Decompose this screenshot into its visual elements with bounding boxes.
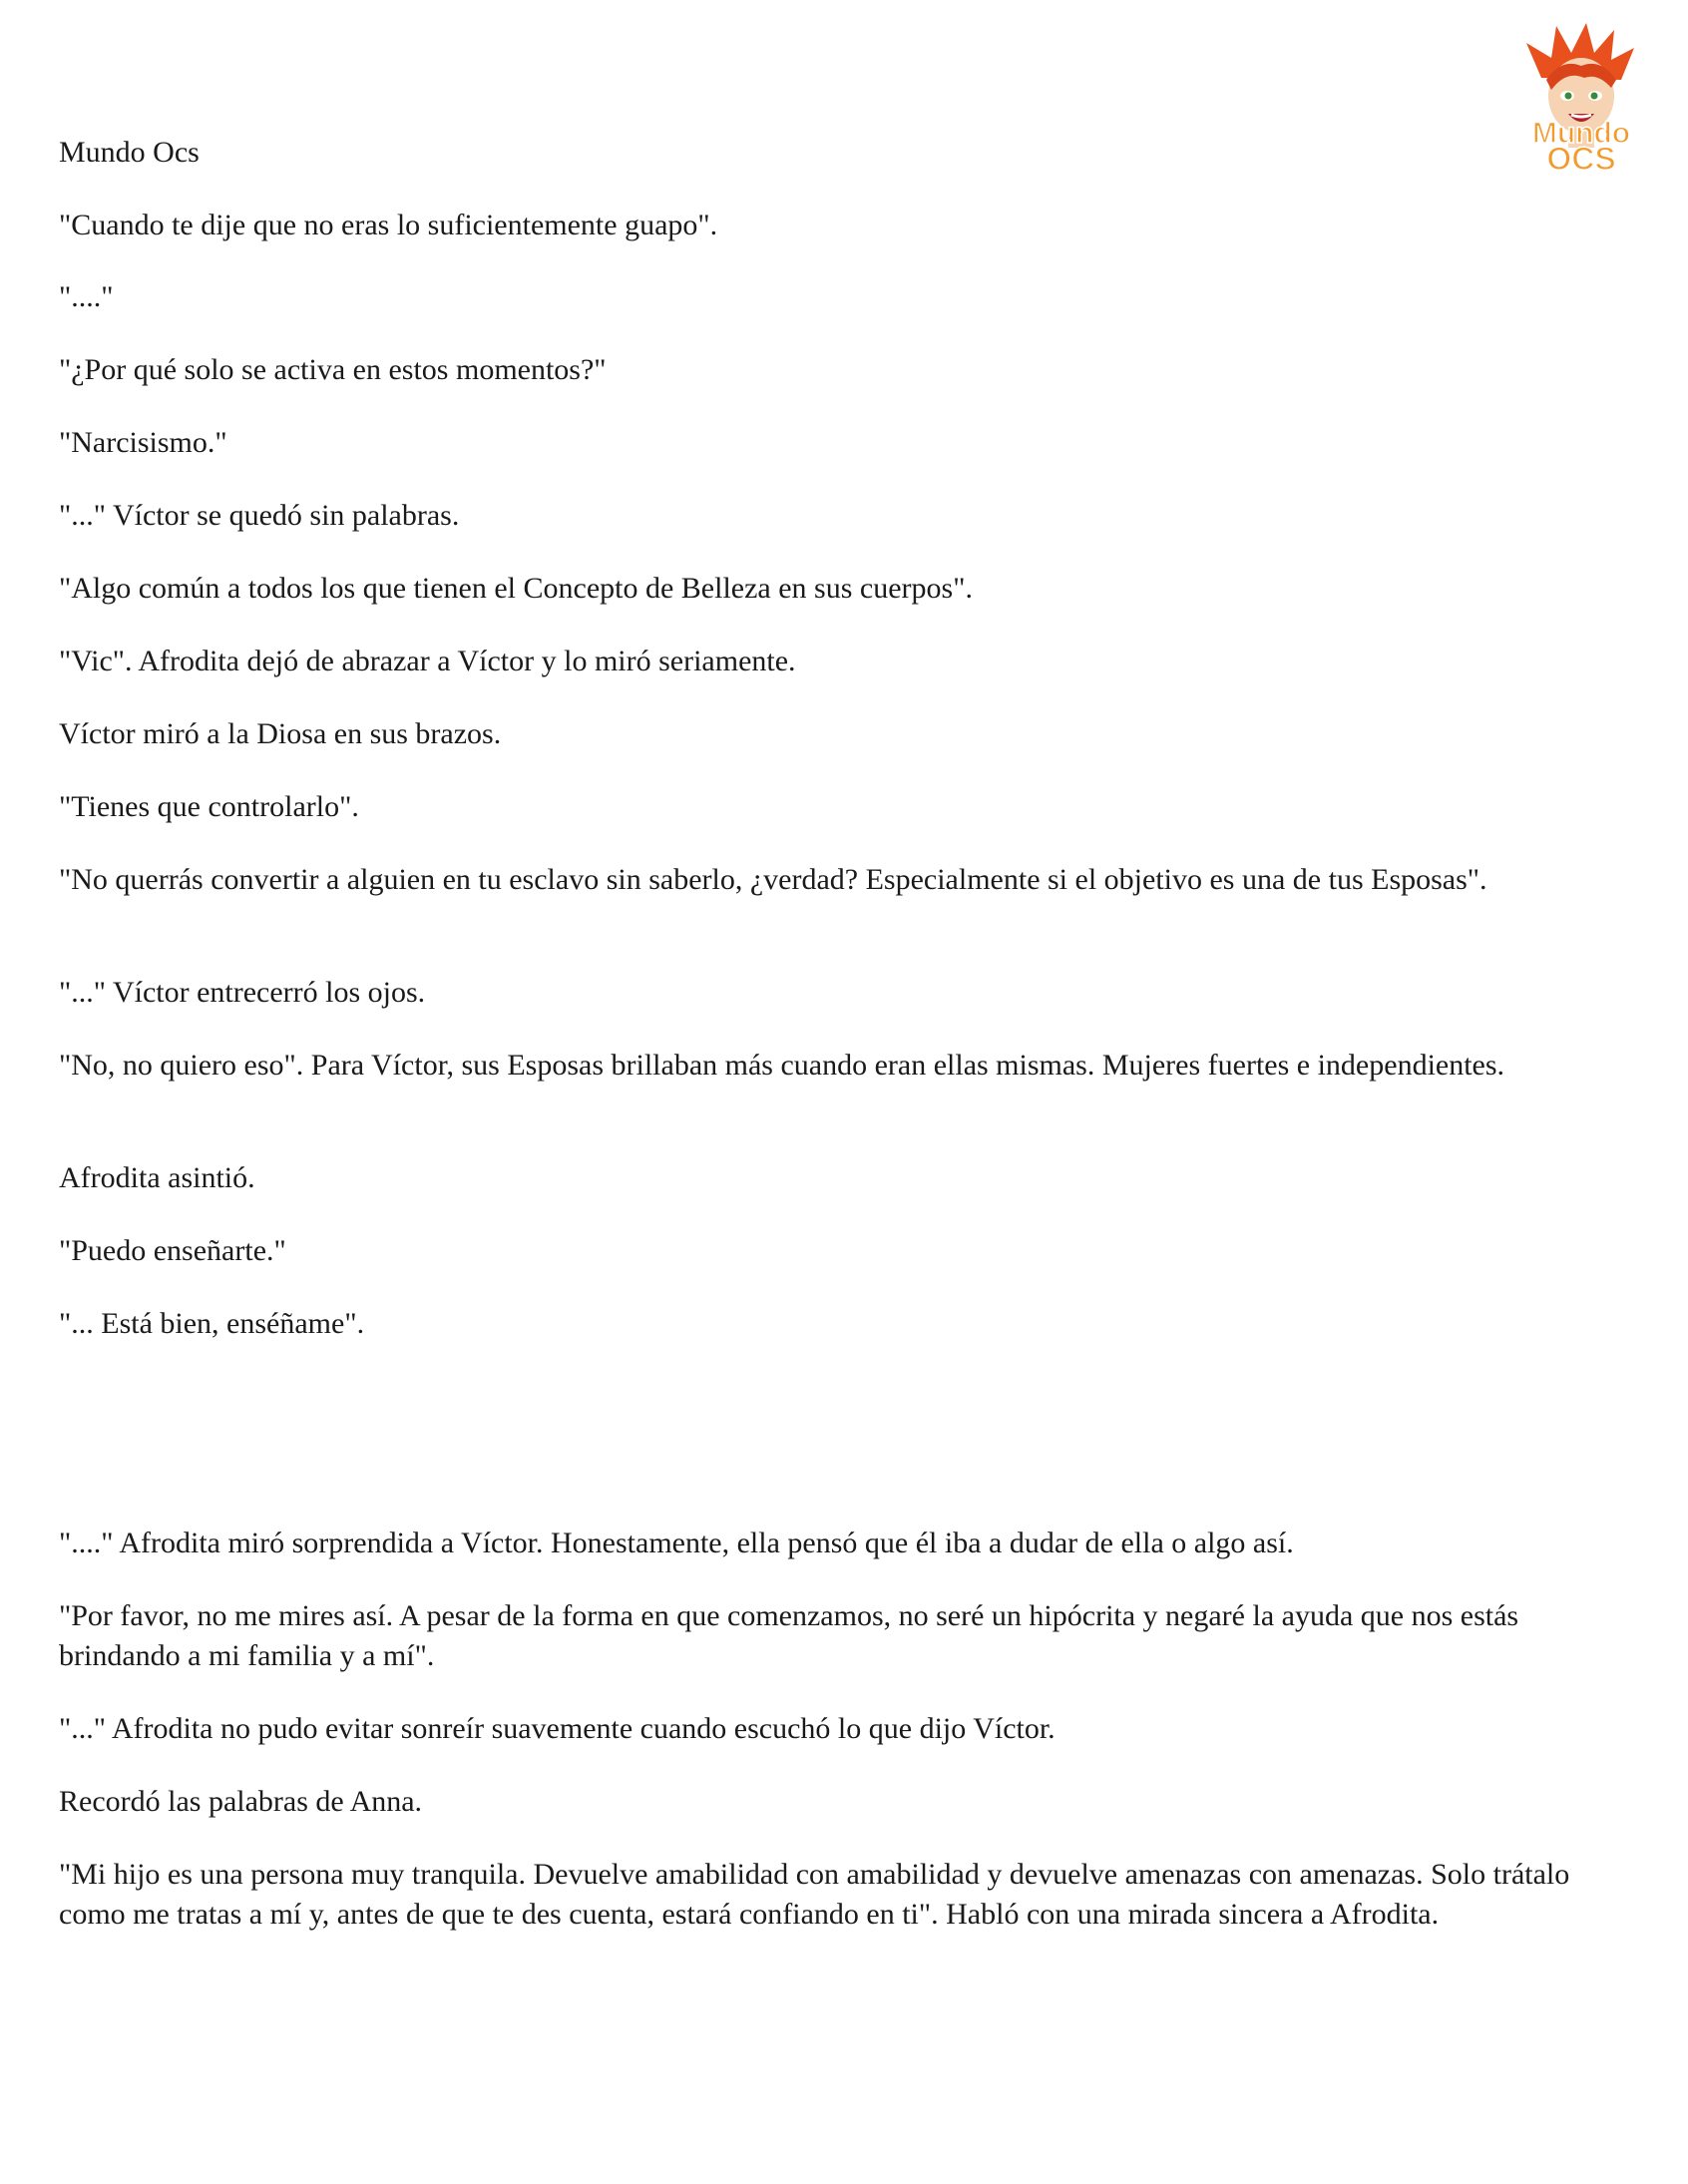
paragraph: "..." Víctor entrecerró los ojos. [59, 976, 426, 1009]
paragraph: "¿Por qué solo se activa en estos momentos?" [59, 353, 607, 386]
paragraph: "Narcisismo." [59, 426, 227, 459]
paragraph: "Tienes que controlarlo". [59, 790, 359, 823]
paragraph: "No querrás convertir a alguien en tu esclavo sin saberlo, ¿verdad? Especialmente si el objetivo es una de tus Esposas". [59, 863, 1487, 896]
logo-text-mundo: Mundo [1531, 117, 1631, 150]
paragraph: Afrodita asintió. [59, 1161, 255, 1194]
site-name: Mundo Ocs [59, 136, 200, 169]
paragraph: "Cuando te dije que no eras lo suficientemente guapo". [59, 209, 718, 241]
paragraph: "No, no quiero eso". Para Víctor, sus Esposas brillaban más cuando eran ellas mismas. Mujeres fuertes e independientes. [59, 1049, 1505, 1082]
paragraph: "Algo común a todos los que tienen el Concepto de Belleza en sus cuerpos". [59, 572, 973, 605]
paragraph: "..." Víctor se quedó sin palabras. [59, 499, 460, 532]
paragraph: Víctor miró a la Diosa en sus brazos. [59, 717, 502, 750]
paragraph: "...." Afrodita miró sorprendida a Víctor. Honestamente, ella pensó que él iba a dudar de ella o algo así. [59, 1527, 1294, 1559]
paragraph: "Por favor, no me mires así. A pesar de la forma en que comenzamos, no seré un hipócrita y negaré la ayuda que nos estás brindando a mi familia y a mí". [59, 1599, 1519, 1672]
logo-text-ocs: OCS [1546, 141, 1616, 177]
paragraph: "Mi hijo es una persona muy tranquila. Devuelve amabilidad con amabilidad y devuelve amenazas con amenazas. Solo trátalo como me tratas a mí y, antes de que te des cuenta, estará confiando en ti". Habló con una mirada sincera a Afrodita. [59, 1858, 1570, 1931]
paragraph: "...." [59, 280, 114, 313]
paragraph: "... Está bien, enséñame". [59, 1307, 365, 1340]
paragraph: Recordó las palabras de Anna. [59, 1785, 423, 1818]
paragraph: "..." Afrodita no pudo evitar sonreír suavemente cuando escuchó lo que dijo Víctor. [59, 1712, 1055, 1745]
paragraph: "Puedo enseñarte." [59, 1234, 286, 1267]
paragraph: "Vic". Afrodita dejó de abrazar a Víctor y lo miró seriamente. [59, 645, 796, 677]
